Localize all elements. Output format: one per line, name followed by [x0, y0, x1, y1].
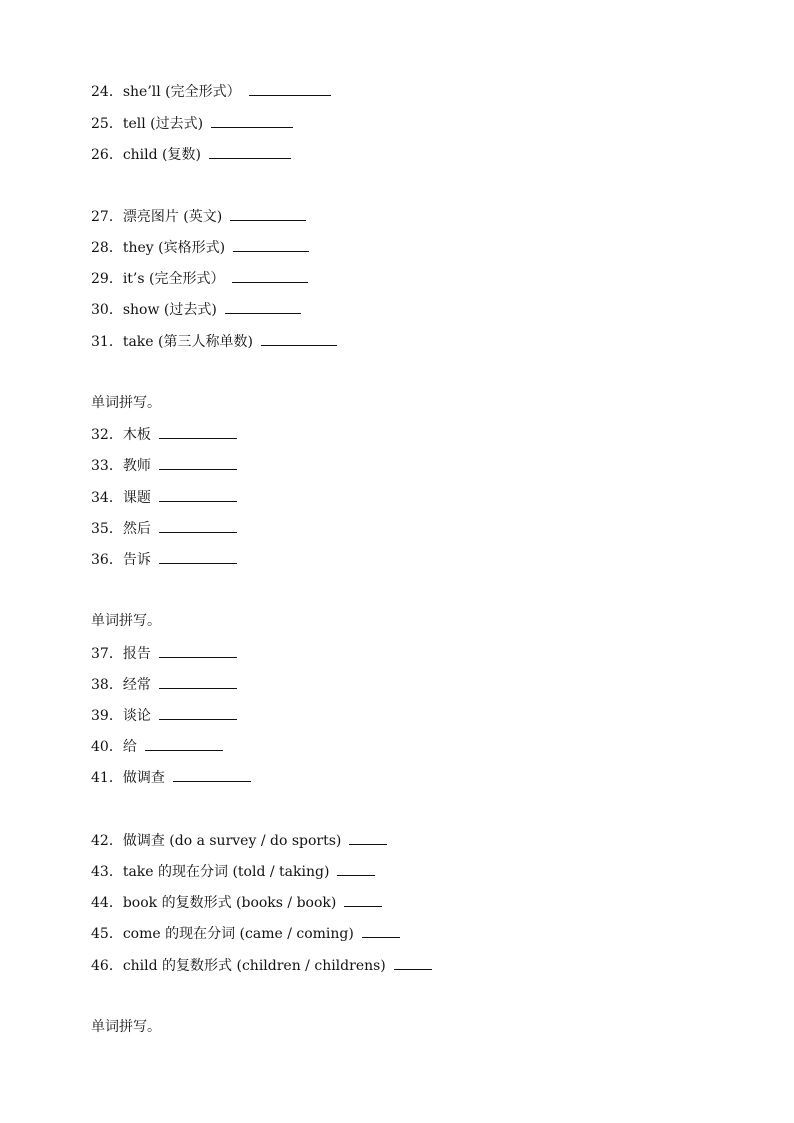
- answer-blank[interactable]: [230, 206, 306, 221]
- answer-blank[interactable]: [159, 487, 237, 502]
- question-25: [91, 113, 293, 133]
- question-number: 25．: [91, 116, 123, 132]
- question-44: [91, 892, 382, 912]
- question-number: 32．: [91, 427, 123, 443]
- question-number: 26．: [91, 147, 123, 163]
- question-32: [91, 424, 237, 444]
- question-36: [91, 549, 237, 569]
- question-text: 给: [122, 739, 137, 755]
- question-39: [91, 705, 237, 725]
- answer-blank[interactable]: [209, 144, 291, 159]
- question-number: 37．: [91, 646, 123, 662]
- question-text: child (复数): [122, 147, 201, 163]
- question-number: 35．: [91, 521, 123, 537]
- answer-blank[interactable]: [349, 830, 387, 845]
- question-24: [91, 81, 331, 101]
- question-text: 报告: [122, 646, 151, 662]
- question-text: 告诉: [122, 552, 151, 568]
- question-41: [91, 767, 251, 787]
- question-text: 经常: [122, 677, 151, 693]
- question-text: it’s (完全形式）: [122, 271, 225, 287]
- question-text: tell (过去式): [122, 116, 204, 132]
- question-number: 44．: [91, 895, 123, 911]
- answer-blank[interactable]: [362, 923, 400, 938]
- question-number: 43．: [91, 864, 123, 880]
- answer-blank[interactable]: [261, 331, 337, 346]
- question-number: 45．: [91, 926, 123, 942]
- question-text: 课题: [122, 490, 151, 506]
- question-38: [91, 674, 237, 694]
- section-title: 单词拼写。: [91, 1019, 161, 1035]
- answer-blank[interactable]: [233, 237, 309, 252]
- question-number: 28．: [91, 240, 123, 256]
- answer-blank[interactable]: [159, 518, 237, 533]
- question-number: 36．: [91, 552, 123, 568]
- question-text: 漂亮图片 (英文): [122, 209, 223, 225]
- answer-blank[interactable]: [337, 861, 375, 876]
- question-number: 38．: [91, 677, 123, 693]
- answer-blank[interactable]: [344, 892, 382, 907]
- answer-blank[interactable]: [249, 81, 331, 96]
- question-text: child 的复数形式 (children / childrens): [122, 958, 386, 974]
- section-title: 单词拼写。: [91, 395, 161, 411]
- question-text: 做调查 (do a survey / do sports): [122, 833, 342, 849]
- question-text: 然后: [122, 521, 151, 537]
- question-26: [91, 144, 291, 164]
- question-number: 42．: [91, 833, 123, 849]
- answer-blank[interactable]: [159, 424, 237, 439]
- question-number: 46．: [91, 958, 123, 974]
- question-text: 教师: [122, 458, 151, 474]
- question-43: [91, 861, 375, 881]
- question-31: [91, 331, 337, 351]
- question-text: they (宾格形式): [122, 240, 226, 256]
- question-text: come 的现在分词 (came / coming): [122, 926, 354, 942]
- answer-blank[interactable]: [173, 767, 251, 782]
- question-46: [91, 955, 432, 975]
- answer-blank[interactable]: [225, 299, 301, 314]
- answer-blank[interactable]: [159, 643, 237, 658]
- question-number: 34．: [91, 490, 123, 506]
- question-text: take (第三人称单数): [122, 334, 253, 350]
- question-35: [91, 518, 237, 538]
- question-30: [91, 299, 301, 319]
- question-42: [91, 830, 387, 850]
- question-number: 39．: [91, 708, 123, 724]
- question-45: [91, 923, 400, 943]
- question-number: 41．: [91, 770, 123, 786]
- question-29: [91, 268, 308, 288]
- answer-blank[interactable]: [232, 268, 308, 283]
- question-text: 木板: [122, 427, 151, 443]
- answer-blank[interactable]: [159, 549, 237, 564]
- question-text: book 的复数形式 (books / book): [122, 895, 337, 911]
- question-40: [91, 736, 223, 756]
- question-text: 做调查: [122, 770, 165, 786]
- question-28: [91, 237, 309, 257]
- answer-blank[interactable]: [159, 455, 237, 470]
- question-number: 33．: [91, 458, 123, 474]
- question-number: 24．: [91, 84, 123, 100]
- question-33: [91, 455, 237, 475]
- question-34: [91, 487, 237, 507]
- answer-blank[interactable]: [159, 705, 237, 720]
- question-number: 31．: [91, 334, 123, 350]
- question-27: [91, 206, 306, 226]
- question-text: take 的现在分词 (told / taking): [122, 864, 330, 880]
- answer-blank[interactable]: [211, 113, 293, 128]
- question-text: 谈论: [122, 708, 151, 724]
- question-number: 29．: [91, 271, 123, 287]
- question-37: [91, 643, 237, 663]
- question-number: 40．: [91, 739, 123, 755]
- question-number: 30．: [91, 302, 123, 318]
- question-text: she’ll (完全形式）: [122, 84, 241, 100]
- question-number: 27．: [91, 209, 123, 225]
- section-title: 单词拼写。: [91, 613, 161, 629]
- answer-blank[interactable]: [394, 955, 432, 970]
- answer-blank[interactable]: [145, 736, 223, 751]
- question-text: show (过去式): [122, 302, 217, 318]
- answer-blank[interactable]: [159, 674, 237, 689]
